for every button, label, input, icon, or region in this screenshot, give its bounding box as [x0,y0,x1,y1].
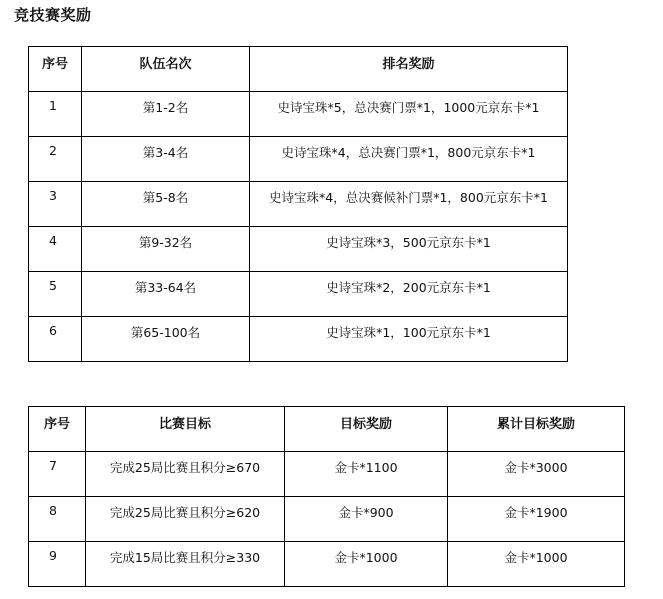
row-match-target: 完成15局比赛且积分≥330 [86,542,285,587]
row-cumulative-reward: 金卡*1900 [448,497,625,542]
row-team-rank: 第65-100名 [82,317,250,362]
row-cumulative-reward: 金卡*1000 [448,542,625,587]
row-index: 1 [29,92,82,137]
table-row [29,452,625,497]
table-row [29,542,625,587]
row-index: 8 [29,497,86,542]
table-row [29,182,568,227]
header-cumulative-reward: 累计目标奖励 [448,407,625,452]
row-rank-reward: 史诗宝珠*5，总决赛门票*1，1000元京东卡*1 [250,92,568,137]
row-team-rank: 第9-32名 [82,227,250,272]
row-team-rank: 第5-8名 [82,182,250,227]
page-title: 竞技赛奖励 [14,6,92,24]
row-target-reward: 金卡*1000 [285,542,448,587]
row-rank-reward: 史诗宝珠*2，200元京东卡*1 [250,272,568,317]
row-index: 2 [29,137,82,182]
table-header-row [29,47,568,92]
row-index: 9 [29,542,86,587]
row-target-reward: 金卡*900 [285,497,448,542]
target-rewards-table [28,406,625,587]
row-match-target: 完成25局比赛且积分≥620 [86,497,285,542]
header-rank-reward: 排名奖励 [250,47,568,92]
table-row [29,317,568,362]
row-team-rank: 第33-64名 [82,272,250,317]
row-rank-reward: 史诗宝珠*3，500元京东卡*1 [250,227,568,272]
row-team-rank: 第1-2名 [82,92,250,137]
table-row [29,92,568,137]
ranking-rewards-table [28,46,568,362]
header-index: 序号 [29,407,86,452]
row-rank-reward: 史诗宝珠*4，总决赛候补门票*1，800元京东卡*1 [250,182,568,227]
row-cumulative-reward: 金卡*3000 [448,452,625,497]
table-header-row [29,407,625,452]
row-target-reward: 金卡*1100 [285,452,448,497]
row-rank-reward: 史诗宝珠*4，总决赛门票*1，800元京东卡*1 [250,137,568,182]
row-index: 4 [29,227,82,272]
row-index: 3 [29,182,82,227]
row-match-target: 完成25局比赛且积分≥670 [86,452,285,497]
row-index: 6 [29,317,82,362]
table-row [29,497,625,542]
table-row [29,137,568,182]
row-index: 7 [29,452,86,497]
header-match-target: 比赛目标 [86,407,285,452]
table-row [29,272,568,317]
row-rank-reward: 史诗宝珠*1，100元京东卡*1 [250,317,568,362]
row-index: 5 [29,272,82,317]
table-row [29,227,568,272]
header-team-rank: 队伍名次 [82,47,250,92]
row-team-rank: 第3-4名 [82,137,250,182]
header-index: 序号 [29,47,82,92]
header-target-reward: 目标奖励 [285,407,448,452]
